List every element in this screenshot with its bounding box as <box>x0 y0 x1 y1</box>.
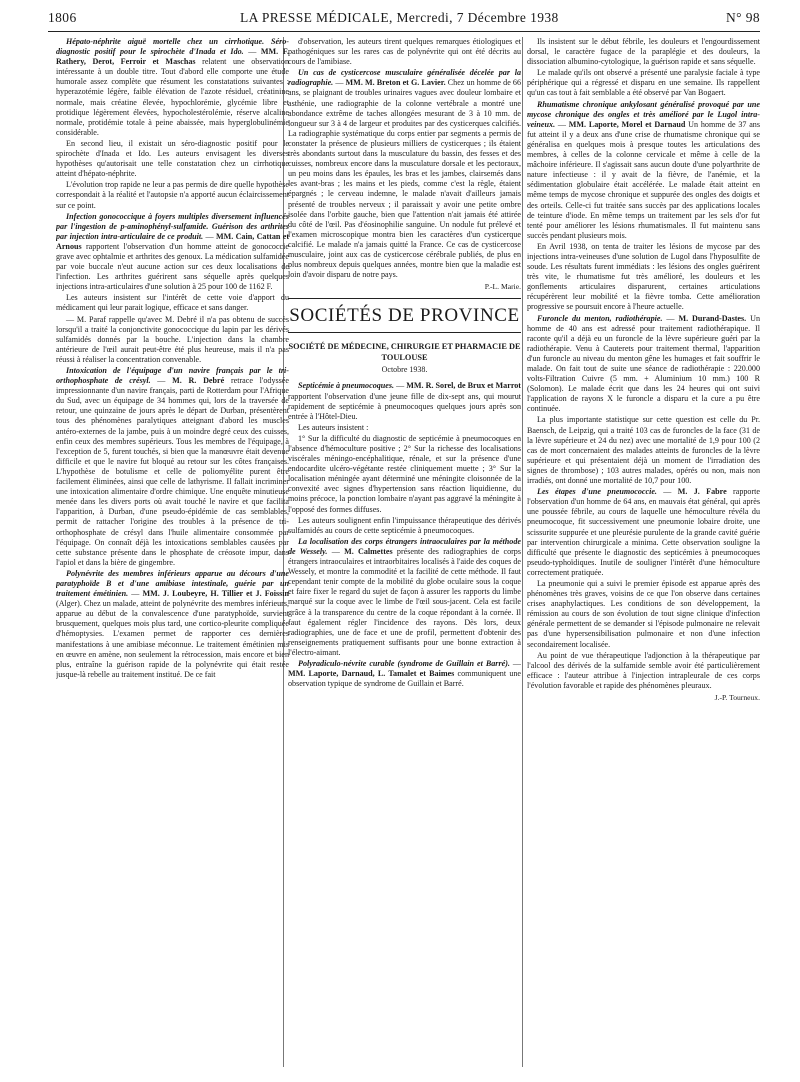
page-number: 1806 <box>48 10 77 25</box>
paragraph <box>288 516 521 536</box>
society-name: SOCIÉTÉ DE MÉDECINE, CHIRURGIE ET PHARMACIE DE TOULOUSE <box>288 342 521 363</box>
paragraph-text: Les auteurs soulignent enfin l'impuissance thérapeutique des dérivés sulfamidés au cours de cette septicémie à pneumocoques. <box>288 515 521 535</box>
paragraph-text: En Avril 1938, on tenta de traiter les lésions de mycose par des injections intra-veineuses d'une solution de Lugol dans l'hyposulfite de soude. Les résultats furent immédiats : les lésions des ongles guérirent très vite, le rhumatisme fut très amélioré, les douleurs et les gonflements articulaires disparurent, certaines articulations récupérèrent leur mobilité et la fièvre tomba. Cette amélioration progressive se poursuit encore à l'heure actuelle. <box>527 241 760 312</box>
page-header <box>48 10 760 28</box>
article-paragraph: Furoncle du menton, radiothérapie. — M. Durand-Dastes. Un homme de 40 ans est adressé pour traitement radiothérapique. Il raconte qu'il a déjà eu un furoncle de la lèvre supérieure guéri par la radiothérapie. Venu à Cauterets pour traitement thermal, l'apparition d'un furoncle au niveau du menton gêne les humages et fait souffrir le malade. On fait tout de suite une séance de radiothérapie : 220.000 volts-Filtration Cuivre (5 mm. + Aluminium 10 mm.) 100 R (Solomon). Le malade écrit que dans les 24 heures qui ont suivi l'application de rayons X le furoncle a disparu et la cure a pu être continuée. <box>527 313 760 414</box>
article-paragraph: La localisation des corps étrangers intraoculaires par la méthode de Wessely. — M. Calmettes présente des radiographies de corps étrangers intraoculaires et intraorbitaires localisés à l'aide des coques de Wessely, et montre la commodité et la facilité de cette méthode. Il faut cependant tenir compte de la mobilité du globe oculaire sous la coque et faire fixer le regard du sujet de façon à assurer les rapports du limbe marqué sur la coque avec le limbe de l'œil sous-jacent. Cela est facile grâce à la transparence du centre de la coque répondant à la cornée. Il faut également régler l'incidence des rayons. Dès lors, deux radiographies, une de face et une de profil, permettent d'obtenir des renseignements pratiquement suffisants pour une bonne extraction à l'électro-aimant. <box>288 536 521 657</box>
paragraph <box>56 139 289 179</box>
paragraph-text: Ils insistent sur le début fébrile, les douleurs et l'engourdissement dorsal, le caractère fugace de la paraplégie et des douleurs, la dissociation albumino-cytologique, la guérison rapide et sans séquelle. <box>527 37 760 67</box>
signature: P.-L. Marie. <box>484 282 521 292</box>
paragraph-text: En second lieu, il existait un séro-diagnostic positif pour le spirochète d'Inada et Ido. Les auteurs envisagent les diverses hypothèses qu'autorisait une telle constatation chez un cirrhotique atteint d'hépato-néphrite. <box>56 138 289 179</box>
paragraph-text: Les auteurs insistent sur l'intérêt de cette voie d'apport du médicament qui leur parait logique, efficace et sans danger. <box>56 293 289 313</box>
paragraph-text: La plus importante statistique sur cette question est celle du Pr. Baensch, de Leipzig, qui a traité 103 cas de furoncles de la face (31 de la lèvre supérieure et 24 du nez) avec une mortalité de 1,9 pour 100 (2 cas de mort concernaient des malades atteints de furoncles de la lèvre supérieure et qui présentaient déjà un moment de l'irradiation des signes de thrombose) ; 103 autres malades, opérés ou non, mais non irradiés, ont donné une mortalité de 10,7 pour 100. <box>527 415 760 486</box>
paragraph <box>56 293 289 313</box>
paragraph <box>527 579 760 650</box>
section-rule <box>288 332 521 333</box>
paragraph <box>56 315 289 365</box>
section-rule <box>288 298 521 299</box>
paragraph-text: rapportent l'observation d'un homme atteint de gonococcie grave avec ophtalmie et arthrites des genoux. La médication sulfamidée par voie buccale n'eut aucune action sur ces deux localisations de l'infection. Les arthrites guérirent sans séquelle après quelques injections intra-articulaires d'une solution à 25 pour 100 de 1162 F. <box>56 241 289 292</box>
paragraph-text: d'observation, les auteurs tirent quelques remarques étiologiques et pathogéniques sur les rares cas de polynévrite qui ont été décrits au cours de l'amibiase. <box>288 37 521 67</box>
column-divider <box>522 37 523 1067</box>
author-names: MM. J. Loubeyre, H. Tillier et J. Foissin <box>142 589 289 599</box>
column-middle-top <box>288 37 521 280</box>
article-paragraph: Intoxication de l'équipage d'un navire français par le tri-orthophosphate de crésyl. — M. R. Debré retrace l'odyssée impressionnante d'un navire français, parti de Rotterdam pour l'Afrique du Sud, avec un équipage de 34 hommes qui, lors de la traversée de retour, une quinzaine de jours après le départ de Durban, présentèrent tous des phénomènes paralytiques atteignant d'abord les muscles antéro-externes de la jambe, puis à un moindre degré ceux des cuisses, enfin ceux des membres supérieurs. Tous les membres de l'équipage, à l'exception de 5, furent touchés, si bien que la manœuvre était devenue difficile et que le navire fut bloqué au retour sur les côtes françaises. L'hypothèse de botulisme et celle de poliomyélite purent être facilement éliminées, ainsi que celle de lathyrisme. Il fallait incriminer une intoxication alimentaire d'ordre chimique. Une enquête minutieuse menée dans les divers ports où avait touché le navire et que facilita l'apparition, à Durban, d'une pseudo-épidémie de cas semblables, permit de rattacher l'origine des troubles à la présence de tri-orthophosphate de crésyl dans l'huile alimentaire consommée par l'équipage. On connaît déjà les intoxications semblables causées par cette substance présente dans le phosphate de créosote impur, dans l'apiol et dans la bière de gingembre. <box>56 366 289 567</box>
article-paragraph: Les étapes d'une pneumococcie. — M. J. Fabre rapporte l'observation d'un homme de 64 ans, en mauvais état général, qui après une poussée fébrile, au cours de laquelle une hémoculture révéla du pneumocoque, fit successivement une pneumonie lobaire droite, une scissurite suppurée et une pleurésie purulente de la grande cavité guérie par intervention chirurgicale a minima. Cette observation souligne la difficulté que présente le diagnostic des septicémies à pneumocoques pseudo-typhoïdiques. Inutile de souligner l'intérêt d'une hémoculture correctement pratiquée. <box>527 487 760 577</box>
paragraph-text: La pneumonie qui a suivi le premier épisode est apparue après des phénomènes très graves, voisins de ce que l'on observe dans certaines crises anaphylactiques. Les conditions de son développement, la rémission au cours de son évolution de tout signe clinique d'infection générale permettent de se demander si l'épisode pulmonaire ne relevait pas d'une hypersensibilisation pulmonaire et non d'une infection secondairement localisée. <box>527 578 760 649</box>
article-title: Polyradiculo-névrite curable (syndrome de Guillain et Barré). <box>298 658 510 668</box>
article-paragraph: Un cas de cysticercose musculaire généralisée décelée par la radiographie. — MM. M. Breton et G. Lavier. Chez un homme de 66 ans, se plaignant de troubles urinaires vagues avec douleur lombaire et asthénie, une radiographie de la colonne vertébrale a montré une abondance extrême de taches allongées mesurant de 3 à 10 mm. de longueur sur 3 à 4 de largeur et produites par des cysticerques calcifiés. La radiographie systématique du corps entier par segments a permis de constater la présence de plusieurs milliers de cysticerques ; ils étaient très abondants surtout dans la musculature du bassin, des fesses et des cuisses, nombreux encore dans la musculature dorsale et les pectoraux, un peu moins dans les épaules, les bras et les jambes, clairsemés dans les avant-bras ; les mains et les pieds, comme c'est la règle, étaient épargnés ; le cerveau indemne, le malade n'avait d'ailleurs jamais présenté de troubles nerveux ; il paraissait y avoir une petite ombre isolée dans l'orbite gauche, bien que l'attention n'ait jamais été attirée du côté de l'œil. Pas d'éosinophilie sanguine. Un nodule fut prélevé et l'examen microscopique montra bien les caractères d'un cysticerque calcifié. Le malade n'a jamais quitté la France. Ce cas de cysticercose musculaire, joint aux cas de cysticercose cérébrale publiés, de plus en plus nombreux depuis quelques années, montre bien que la maladie est loin d'avoir disparu de notre pays. <box>288 68 521 280</box>
paragraph-text: Au point de vue thérapeutique l'adjonction à la thérapeutique par l'alcool des dérivés de la sulfamide semble avoir été particulièrement efficace : l'auteur attribue à l'injection intrapleurale de ces corps l'évolution favorable et rapide des phénomènes pleuraux. <box>527 650 760 690</box>
article-paragraph: Septicémie à pneumocoques. — MM. R. Sorel, de Brux et Marrot rapportent l'observation d'une jeune fille de dix-sept ans, qui mourut rapidement de septicémie à pneumocoques quelques jours après son entrée à l'Hôtel-Dieu. <box>288 381 521 421</box>
paragraph <box>56 180 289 210</box>
author-names: MM. M. Breton et G. Lavier. <box>345 78 446 88</box>
author-names: MM. R. Sorel, de Brux et Marrot <box>406 381 521 391</box>
column-right-body <box>527 37 760 691</box>
article-title: Polynévrite des membres inférieurs apparue au décours d'une paratyphoïde B et d'une amibiase intestinale, guérie par un traitement émétinien. <box>56 568 289 599</box>
paragraph-text: relatent une observation intéressante à un double titre. Tout d'abord elle comporte une étude humorale assez complète que résument les constatations suivantes : hyperazotémie légère, faible élévation de l'azote résiduel, créatinine normale, mais créatine élevée, hypochlorémie, glycémie libre et protidique légèrement élevées, hypocholestérolémie, réserve alcaline normale, protidémie totale à peine abaissée, mais hyperglobulinémie considérable. <box>56 57 289 137</box>
article-title: Hépato-néphrite aiguë mortelle chez un cirrhotique. Séro-diagnostic positif pour le spirochète d'Inada et Ido. <box>56 37 289 57</box>
paragraph-text: — M. Paraf rappelle qu'avec M. Debré il n'a pas obtenu de succès lorsqu'il a traité la conjonctivite gonococcique du lapin par les dérivés sulfamidés donnés par la bouche. L'injection dans la chambre antérieure de l'œil aurait peut-être été plus heureuse, mais il n'a pas réussi à réaliser la concentration convenable. <box>56 314 289 364</box>
paragraph-text: Les auteurs insistent : <box>298 422 369 432</box>
author-names: MM. Cain, Cattan et Arnous <box>56 231 289 251</box>
column-middle <box>288 37 521 1067</box>
author-names: M. Durand-Dastes. <box>678 313 747 323</box>
author-names: M. Calmettes <box>344 546 393 556</box>
paragraph-text: rapporte l'observation d'un homme de 64 ans, en mauvais état général, qui après une poussée fébrile, au cours de laquelle une hémoculture révéla du pneumocoque, fit successivement une pneumonie lobaire droite, une scissurite suppurée et une pleurésie purulente de la grande cavité guérie par intervention chirurgicale a minima. Cette observation souligne la difficulté que présente le diagnostic des septicémies à pneumocoques pseudo-typhoïdiques. Inutile de souligner l'intérêt d'une hémoculture correctement pratiquée. <box>527 487 760 577</box>
paragraph-text: retrace l'odyssée impressionnante d'un navire français, parti de Rotterdam pour l'Afrique du Sud, avec un équipage de 34 hommes qui, lors de la traversée de retour, une quinzaine de jours après le départ de Durban, présentèrent tous des phénomènes paralytiques atteignant d'abord les muscles antéro-externes de la jambe, puis à un moindre degré ceux des cuisses, enfin ceux des membres supérieurs. Tous les membres de l'équipage, à l'exception de 5, furent touchés, si bien que la manœuvre était devenue difficile et que le navire fut bloqué au retour sur les côtes françaises. L'hypothèse de botulisme et celle de poliomyélite purent être facilement éliminées, ainsi que celle de lathyrisme. Il fallait incriminer une intoxication alimentaire d'ordre chimique. Une enquête minutieuse menée dans les divers ports où avait touché le navire et que facilita l'apparition, à Durban, d'une pseudo-épidémie de cas semblables, permit de rattacher l'origine des troubles à la présence de tri-orthophosphate de crésyl dans l'huile alimentaire consommée par l'équipage. On connaît déjà les intoxications semblables causées par cette substance présente dans le phosphate de créosote impur, dans l'apiol et dans la bière de gingembre. <box>56 376 289 567</box>
paragraph <box>288 434 521 515</box>
column-middle-bottom <box>288 381 521 689</box>
paragraph-text: 1° Sur la difficulté du diagnostic de septicémie à pneumocoques en l'absence d'hémoculture positive ; 2° Sur la richesse des localisations viscérales méningo-encéphalitique, rénale, et sur la présence d'une endocardite ulcéro-végétante restée cliniquement muette ; 3° Sur la localisation méningée ayant déterminé une méningite cloisonnée de la convexité avec signes d'hypertension sans réaction liquidienne, du moins précoce, la ponction lombaire n'ayant pas aggravé la méningite à l'opposé des formes diffuses. <box>288 433 521 514</box>
paragraph <box>288 37 521 67</box>
author-names: M. J. Fabre <box>677 487 727 497</box>
paragraph <box>527 651 760 691</box>
article-title: Rhumatisme chronique ankylosant généralisé provoqué par une mycose chronique des ongles et très amélioré par le Lugol intra-veineux. <box>527 99 760 129</box>
paragraph-text: Un homme de 37 ans fut atteint il y a deux ans d'une crise de rhumatisme chronique qui se généralisa en quelques mois à presque toutes les articulations des membres, à celles de la colonne cervicale et même à celle de la mâchoire inférieure. Il s'agissait sans aucun doute d'une polyarthrite de nature infectieuse : il y avait de la fièvre, de l'anémie, et la sédimentation globulaire était accélérée. Le malade était atteint en même temps de mycose chronique et suppurée des ongles des doigts et des orteils. Celle-ci fut traitée sans succès par des applications locales de teinture d'iode. En même temps un traitement par les sels d'or fut tenté pour améliorer les lésions rhumatismales. Il fut maintenu sans succès pendant plusieurs mois. <box>527 119 760 240</box>
column-left <box>56 37 289 1067</box>
article-paragraph: Rhumatisme chronique ankylosant généralisé provoqué par une mycose chronique des ongles et très amélioré par le Lugol intra-veineux. — MM. Laporte, Morel et Darnaud Un homme de 37 ans fut atteint il y a deux ans d'une crise de rhumatisme chronique qui se généralisa en quelques mois à presque toutes les articulations des membres, à celles de la colonne cervicale et même à celle de la mâchoire inférieure. Il s'agissait sans aucun doute d'une polyarthrite de nature infectieuse : il y avait de la fièvre, de l'anémie, et la sédimentation globulaire était accélérée. Le malade était atteint en même temps de mycose chronique et suppurée des ongles des doigts et des orteils. Celle-ci fut traitée sans succès par des applications locales de teinture d'iode. En même temps un traitement par les sels d'or fut tenté pour améliorer les lésions rhumatismales. Il fut maintenu sans succès pendant plusieurs mois. <box>527 99 760 240</box>
paragraph-text: Un homme de 40 ans est adressé pour traitement radiothérapique. Il raconte qu'il a déjà eu un furoncle de la lèvre supérieure guéri par la radiothérapie. Venu à Cauterets pour traitement thermal, l'apparition d'un furoncle au niveau du menton gêne les humages et fait souffrir le malade. On fait tout de suite une séance de radiothérapie : 220.000 volts-Filtration Cuivre (5 mm. + Aluminium 10 mm.) 100 R (Solomon). Le malade écrit que dans les 24 heures qui ont suivi l'application de rayons X le furoncle a disparu et la cure a pu être continuée. <box>527 313 760 414</box>
paragraph-text: communiquent une observation typique de syndrome de Guillain et Barré. <box>288 669 521 689</box>
author-names: MM. F. Rathery, Derot, Ferroir et Maschas <box>56 47 289 67</box>
issue-number: N° 98 <box>725 10 760 25</box>
article-paragraph: Polyradiculo-névrite curable (syndrome de Guillain et Barré). — MM. Laporte, Darnaud, L. Tamalet et Baimes communiquent une observation typique de syndrome de Guillain et Barré. <box>288 658 521 689</box>
section-title: SOCIÉTÉS DE PROVINCE <box>289 305 520 327</box>
paragraph-text: L'évolution trop rapide ne leur a pas permis de dire quelle hypothèse correspondait à la réalité et l'autopsie n'a apporté aucun éclaircissement sur ce point. <box>56 180 289 210</box>
article-title: Un cas de cysticercose musculaire généralisée décelée par la radiographie. <box>288 68 521 88</box>
header-rule <box>48 31 760 32</box>
paragraph-text: Chez un homme de 66 ans, se plaignant de troubles urinaires vagues avec douleur lombaire et asthénie, une radiographie de la colonne vertébrale a montré une abondance extrême de taches allongées mesurant de 3 à 10 mm. de longueur sur 3 à 4 de largeur et produites par des cysticerques calcifiés. La radiographie systématique du corps entier par segments a permis de constater la présence de plusieurs milliers de cysticerques ; ils étaient très abondants surtout dans la musculature du bassin, des fesses et des cuisses, nombreux encore dans la musculature dorsale et les pectoraux, un peu moins dans les épaules, les bras et les jambes, clairsemés dans les avant-bras ; les mains et les pieds, comme c'est la règle, étaient épargnés ; le cerveau indemne, le malade n'avait d'ailleurs jamais présenté de troubles nerveux ; il paraissait y avoir une petite ombre isolée dans l'orbite gauche, bien que l'attention n'ait jamais été attirée du côté de l'œil. Pas d'éosinophilie sanguine. Un nodule fut prélevé et l'examen microscopique montra bien les caractères d'un cysticerque calcifié. Le malade n'a jamais quitté la France. Ce cas de cysticercose musculaire, joint aux cas de cysticercose cérébrale publiés, de plus en plus nombreux depuis quelques années, montre bien que la maladie est loin d'avoir disparu de notre pays. <box>288 78 521 280</box>
article-title: Septicémie à pneumocoques. <box>298 381 395 391</box>
paragraph-text: (Alger). Chez un malade, atteint de polynévrite des membres inférieurs, apparue au début de la convalescence d'une paratyphoïde, survient brusquement, quelques mois plus tard, une cortico-pleurite compliquée d'hémoptysies. L'examen permet de rapporter ces dernières manifestations à une amibiase méconnue. Le traitement émétinien mis en œuvre en amène, non seulement la rétrocession, mais encore et bien plus, entraîne la guérison rapide de la polynévrite qui était restée jusque-là rebelle au traitement institué. De ce fait <box>56 599 289 679</box>
article-title: La localisation des corps étrangers intraoculaires par la méthode de Wessely. <box>288 536 521 556</box>
column-right <box>527 37 760 997</box>
article-title: Intoxication de l'équipage d'un navire français par le tri-orthophosphate de crésyl. <box>56 366 289 386</box>
paragraph <box>527 37 760 67</box>
signature: J.-P. Tourneux. <box>714 693 760 702</box>
journal-title: LA PRESSE MÉDICALE, Mercredi, 7 Décembre 1938 <box>240 10 559 25</box>
article-paragraph: Polynévrite des membres inférieurs apparue au décours d'une paratyphoïde B et d'une amibiase intestinale, guérie par un traitement émétinien. — MM. J. Loubeyre, H. Tillier et J. Foissin (Alger). Chez un malade, atteint de polynévrite des membres inférieurs, apparue au début de la convalescence d'une paratyphoïde, survient brusquement, quelques mois plus tard, une cortico-pleurite compliquée d'hémoptysies. L'examen permet de rapporter ces dernières manifestations à une amibiase méconnue. Le traitement émétinien mis en œuvre en amène, non seulement la rétrocession, mais encore et bien plus, entraîne la guérison rapide de la polynévrite qui était restée jusque-là rebelle au traitement institué. De ce fait <box>56 568 289 679</box>
article-title: Les étapes d'une pneumococcie. <box>537 487 657 497</box>
society-date: Octobre 1938. <box>381 365 428 375</box>
article-paragraph: Hépato-néphrite aiguë mortelle chez un cirrhotique. Séro-diagnostic positif pour le spirochète d'Inada et Ido. — MM. F. Rathery, Derot, Ferroir et Maschas relatent une observation intéressante à un double titre. Tout d'abord elle comporte une étude humorale assez complète que résument les constatations suivantes : hyperazotémie légère, faible élévation de l'azote résiduel, créatinine normale, mais créatine élevée, hypochlorémie, glycémie libre et protidique légèrement élevées, hypocholestérolémie, réserve alcaline normale, protidémie totale à peine abaissée, mais hyperglobulinémie considérable. <box>56 37 289 137</box>
author-names: MM. Laporte, Darnaud, L. Tamalet et Baimes <box>288 669 455 679</box>
paragraph <box>527 415 760 486</box>
article-title: Furoncle du menton, radiothérapie. <box>537 313 663 323</box>
article-title: Infection gonococcique à foyers multiples diversement influencés par l'ingestion de p-aminophényl-sulfamide. Guérison des arthrites par injection intra-articulaire de ce produit. <box>56 211 289 241</box>
paragraph <box>527 242 760 313</box>
paragraph-text: Le malade qu'ils ont observé a présenté une paralysie faciale à type périphérique qui a régressé et disparu en une semaine. Ils rappellent qu'un cas tout à fait semblable a été observé par Van Bogaert. <box>527 68 760 98</box>
article-paragraph: Infection gonococcique à foyers multiples diversement influencés par l'ingestion de p-aminophényl-sulfamide. Guérison des arthrites par injection intra-articulaire de ce produit. — MM. Cain, Cattan et Arnous rapportent l'observation d'un homme atteint de gonococcie grave avec ophtalmie et arthrites des genoux. La médication sulfamidée par voie buccale n'eut aucune action sur ces deux localisations de l'infection. Les arthrites guérirent sans séquelle après quelques injections intra-articulaires d'une solution à 25 pour 100 de 1162 F. <box>56 211 289 292</box>
paragraph <box>527 68 760 98</box>
author-names: MM. Laporte, Morel et Darnaud <box>568 119 686 129</box>
paragraph-text: présente des radiographies de corps étrangers intraoculaires et intraorbitaires localisés à l'aide des coques de Wessely, et montre la commodité et la facilité de cette méthode. Il faut cependant tenir compte de la mobilité du globe oculaire sous la coque et faire fixer le regard du sujet de façon à assurer les rapports du limbe marqué sur la coque avec le limbe de l'œil sous-jacent. Cela est facile grâce à la transparence du centre de la coque répondant à la cornée. Il faut également régler l'incidence des rayons. Dès lors, deux radiographies, une de face et une de profil, permettent d'obtenir des renseignements pratiquement suffisants pour une bonne extraction à l'électro-aimant. <box>288 546 521 657</box>
paragraph-text: rapportent l'observation d'une jeune fille de dix-sept ans, qui mourut rapidement de septicémie à pneumocoques quelques jours après son entrée à l'Hôtel-Dieu. <box>288 391 521 421</box>
author-names: M. R. Debré <box>172 376 225 386</box>
paragraph <box>288 423 521 433</box>
